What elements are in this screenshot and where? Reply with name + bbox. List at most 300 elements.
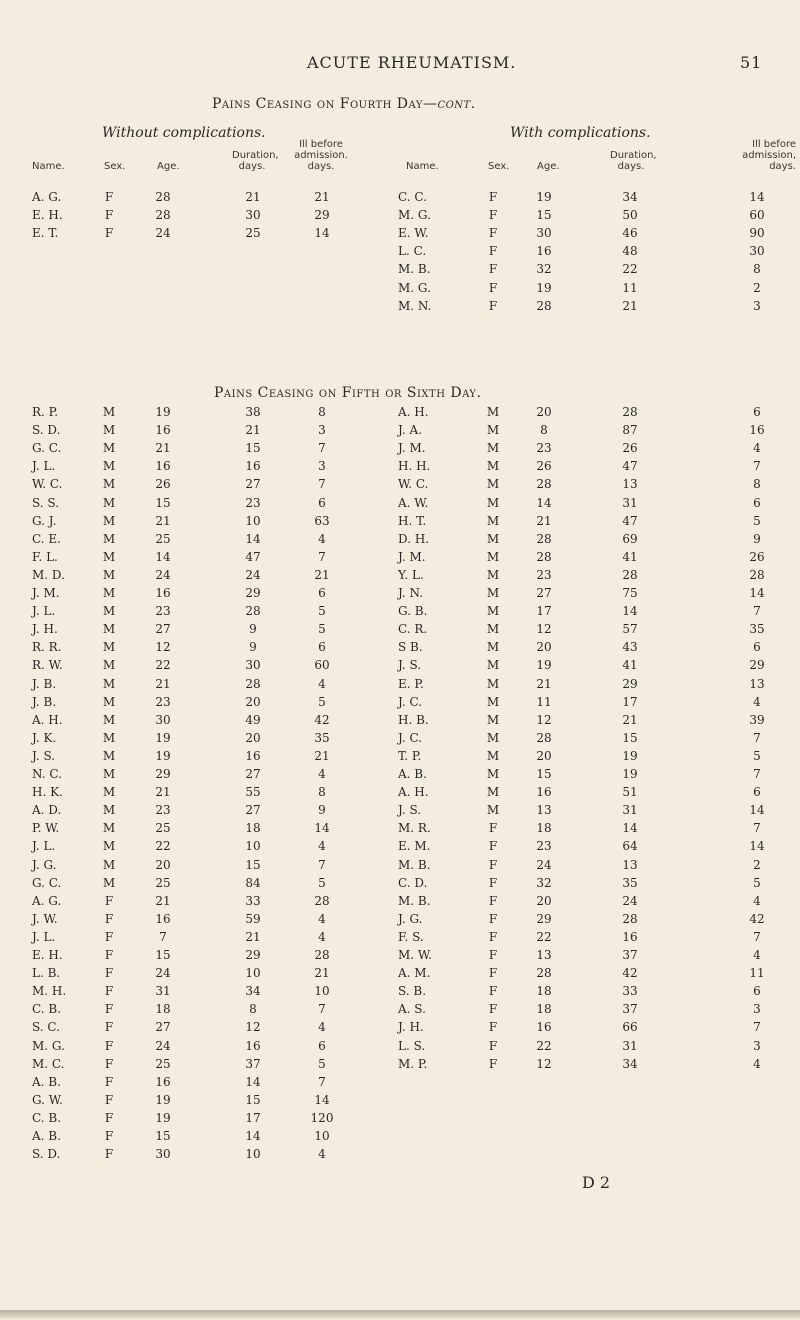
cell-sex: M <box>486 423 500 438</box>
cell-age: 20 <box>155 857 171 872</box>
cell-age: 16 <box>536 244 552 259</box>
cell-duration: 34 <box>622 190 638 204</box>
cell-duration: 9 <box>249 640 257 655</box>
cell-age: 12 <box>536 1056 552 1071</box>
cell-duration: 15 <box>245 1092 261 1107</box>
header-age: Age. <box>537 161 560 172</box>
cell-sex: M <box>486 441 500 456</box>
cell-name: J. L. <box>32 929 56 944</box>
cell-sex: F <box>104 911 114 926</box>
cell-sex: M <box>486 495 500 510</box>
cell-age: 15 <box>536 767 552 781</box>
cell-ill-before: 7 <box>318 1002 326 1017</box>
cell-sex: M <box>102 694 116 709</box>
cell-sex: M <box>486 549 500 564</box>
cell-name: N. C. <box>32 767 62 781</box>
cell-age: 28 <box>536 966 552 981</box>
cell-duration: 16 <box>245 748 261 763</box>
cell-duration: 27 <box>245 767 261 781</box>
cell-duration: 16 <box>245 1038 261 1053</box>
cell-ill-before: 4 <box>753 694 761 709</box>
cell-duration: 47 <box>245 549 261 564</box>
cell-name: J. K. <box>32 730 57 745</box>
cell-duration: 37 <box>622 1002 638 1017</box>
cell-duration: 11 <box>622 280 638 295</box>
cell-duration: 27 <box>245 477 261 492</box>
cell-age: 31 <box>155 984 171 999</box>
cell-ill-before: 29 <box>749 658 765 673</box>
cell-age: 12 <box>155 640 171 655</box>
header-ill-before: Ill before admission. days. <box>294 139 348 172</box>
cell-duration: 15 <box>245 857 261 872</box>
cell-ill-before: 7 <box>318 441 326 456</box>
cell-name: A. D. <box>32 803 62 818</box>
cell-ill-before: 7 <box>318 549 326 564</box>
cell-ill-before: 8 <box>753 477 761 492</box>
cell-sex: F <box>104 984 114 999</box>
cell-duration: 55 <box>245 785 261 800</box>
cell-age: 32 <box>536 262 552 277</box>
cell-sex: M <box>102 405 116 419</box>
cell-age: 28 <box>536 730 552 745</box>
cell-name: J. S. <box>398 803 422 818</box>
cell-ill-before: 7 <box>318 1074 326 1089</box>
header-ill-before: Ill before admission, days. <box>742 139 796 172</box>
cell-name: A. H. <box>398 405 429 419</box>
cell-duration: 33 <box>622 984 638 999</box>
cell-name: S B. <box>398 640 423 655</box>
cell-name: W. C. <box>398 477 429 492</box>
cell-duration: 26 <box>622 441 638 456</box>
cell-age: 24 <box>536 857 552 872</box>
cell-age: 14 <box>536 495 552 510</box>
cell-ill-before: 7 <box>753 929 761 944</box>
cell-name: M. R. <box>398 821 431 836</box>
cell-age: 27 <box>155 622 171 637</box>
cell-age: 21 <box>536 676 552 691</box>
cell-ill-before: 21 <box>314 567 330 582</box>
cell-age: 21 <box>155 785 171 800</box>
cell-ill-before: 6 <box>318 1038 326 1053</box>
cell-duration: 16 <box>622 929 638 944</box>
cell-duration: 28 <box>622 567 638 582</box>
cell-duration: 31 <box>622 495 638 510</box>
cell-sex: M <box>102 712 116 727</box>
cell-name: E. H. <box>32 208 63 223</box>
cell-age: 18 <box>536 1002 552 1017</box>
cell-age: 11 <box>536 694 552 709</box>
cell-duration: 37 <box>622 948 638 962</box>
cell-sex: M <box>486 712 500 727</box>
cell-sex: M <box>102 531 116 546</box>
cell-age: 24 <box>155 966 171 981</box>
cell-name: A. B. <box>32 1129 61 1143</box>
cell-name: S. S. <box>32 495 60 510</box>
cell-sex: F <box>488 966 498 981</box>
cell-sex: M <box>486 405 500 419</box>
cell-name: J. H. <box>398 1020 424 1035</box>
section1-title <box>212 96 476 112</box>
cell-name: S. D. <box>32 1147 61 1162</box>
cell-sex: M <box>102 604 116 619</box>
cell-ill-before: 4 <box>318 1020 326 1035</box>
cell-ill-before: 90 <box>749 226 765 241</box>
cell-age: 7 <box>159 929 167 944</box>
cell-ill-before: 7 <box>753 459 761 474</box>
cell-name: W. C. <box>32 477 63 492</box>
cell-sex: F <box>488 948 498 962</box>
cell-duration: 35 <box>622 875 638 890</box>
cell-sex: M <box>486 640 500 655</box>
cell-sex: F <box>488 1020 498 1035</box>
cell-name: E. P. <box>398 676 424 691</box>
cell-ill-before: 2 <box>753 280 761 295</box>
cell-duration: 21 <box>622 712 638 727</box>
cell-sex: F <box>104 1110 114 1125</box>
cell-duration: 17 <box>622 694 638 709</box>
cell-sex: M <box>102 640 116 655</box>
cell-name: S. D. <box>32 423 61 438</box>
cell-duration: 48 <box>622 244 638 259</box>
cell-duration: 49 <box>245 712 261 727</box>
cell-sex: F <box>488 226 498 241</box>
cell-name: M. B. <box>398 893 431 908</box>
cell-name: L. C. <box>398 244 427 259</box>
cell-name: C. D. <box>398 875 428 890</box>
cell-duration: 14 <box>245 1074 261 1089</box>
cell-name: G. B. <box>398 604 428 619</box>
cell-ill-before: 4 <box>318 929 326 944</box>
cell-name: H. H. <box>398 459 431 474</box>
cell-name: A. H. <box>398 785 429 800</box>
cell-name: J. C. <box>398 730 423 745</box>
cell-duration: 20 <box>245 730 261 745</box>
cell-name: S. B. <box>398 984 427 999</box>
cell-ill-before: 6 <box>753 984 761 999</box>
cell-duration: 18 <box>245 821 261 836</box>
cell-name: M. H. <box>32 984 67 999</box>
cell-sex: F <box>104 1038 114 1053</box>
cell-duration: 8 <box>249 1002 257 1017</box>
cell-name: E. W. <box>398 226 429 241</box>
cell-sex: M <box>102 477 116 492</box>
cell-age: 24 <box>155 1038 171 1053</box>
cell-duration: 30 <box>245 208 261 223</box>
header-duration: Duration, days. <box>232 150 279 172</box>
cell-sex: F <box>488 208 498 223</box>
cell-name: C. E. <box>32 531 61 546</box>
section1-title-cont: cont. <box>437 96 476 112</box>
cell-ill-before: 21 <box>314 190 330 204</box>
cell-sex: M <box>486 803 500 818</box>
cell-age: 20 <box>536 405 552 419</box>
cell-name: D. H. <box>398 531 430 546</box>
cell-sex: M <box>102 441 116 456</box>
cell-age: 23 <box>536 567 552 582</box>
cell-age: 23 <box>155 604 171 619</box>
cell-age: 30 <box>155 1147 171 1162</box>
cell-sex: F <box>488 298 498 313</box>
cell-name: M. D. <box>32 567 65 582</box>
cell-ill-before: 8 <box>318 405 326 419</box>
cell-ill-before: 7 <box>753 730 761 745</box>
cell-ill-before: 7 <box>318 477 326 492</box>
cell-name: J. M. <box>398 441 426 456</box>
cell-duration: 21 <box>622 298 638 313</box>
cell-ill-before: 5 <box>318 1056 326 1071</box>
cell-ill-before: 6 <box>753 640 761 655</box>
cell-duration: 34 <box>622 1056 638 1071</box>
cell-age: 24 <box>155 226 171 241</box>
cell-sex: M <box>102 803 116 818</box>
cell-name: J. A. <box>398 423 422 438</box>
cell-age: 25 <box>155 821 171 836</box>
cell-sex: F <box>104 1002 114 1017</box>
cell-name: A. W. <box>398 495 429 510</box>
cell-duration: 28 <box>245 676 261 691</box>
cell-duration: 38 <box>245 405 261 419</box>
left-subtitle: Without complications. <box>102 125 266 141</box>
cell-duration: 23 <box>245 495 261 510</box>
cell-name: M. G. <box>32 1038 65 1053</box>
page-number: 51 <box>740 53 763 72</box>
cell-ill-before: 120 <box>310 1110 334 1125</box>
cell-age: 16 <box>155 911 171 926</box>
cell-name: M. N. <box>398 298 432 313</box>
cell-age: 26 <box>155 477 171 492</box>
cell-name: H. B. <box>398 712 429 727</box>
cell-age: 21 <box>155 676 171 691</box>
cell-duration: 47 <box>622 459 638 474</box>
cell-duration: 14 <box>245 531 261 546</box>
cell-age: 16 <box>155 586 171 600</box>
cell-ill-before: 28 <box>314 893 330 908</box>
cell-sex: F <box>488 1056 498 1071</box>
cell-name: A. G. <box>32 190 62 204</box>
cell-ill-before: 6 <box>753 495 761 510</box>
cell-sex: M <box>102 767 116 781</box>
cell-sex: M <box>102 875 116 890</box>
cell-duration: 19 <box>622 748 638 763</box>
cell-sex: M <box>486 622 500 637</box>
cell-name: G. W. <box>32 1092 63 1107</box>
cell-ill-before: 4 <box>318 839 326 854</box>
cell-sex: M <box>102 839 116 854</box>
cell-duration: 12 <box>245 1020 261 1035</box>
cell-ill-before: 8 <box>753 262 761 277</box>
cell-duration: 19 <box>622 767 638 781</box>
cell-duration: 15 <box>622 730 638 745</box>
cell-age: 21 <box>155 441 171 456</box>
cell-age: 22 <box>155 839 171 854</box>
cell-sex: M <box>102 549 116 564</box>
cell-ill-before: 7 <box>753 1020 761 1035</box>
cell-ill-before: 7 <box>753 604 761 619</box>
cell-age: 20 <box>536 748 552 763</box>
cell-sex: F <box>488 929 498 944</box>
cell-ill-before: 14 <box>749 586 765 600</box>
cell-ill-before: 14 <box>314 821 330 836</box>
cell-name: J. G. <box>32 857 57 872</box>
cell-age: 18 <box>536 984 552 999</box>
cell-age: 16 <box>536 785 552 800</box>
cell-sex: M <box>102 423 116 438</box>
cell-ill-before: 28 <box>749 567 765 582</box>
cell-name: R. R. <box>32 640 62 655</box>
cell-ill-before: 10 <box>314 984 330 999</box>
cell-sex: M <box>102 676 116 691</box>
cell-sex: M <box>486 767 500 781</box>
cell-age: 12 <box>536 712 552 727</box>
cell-name: C. R. <box>398 622 428 637</box>
cell-duration: 13 <box>622 857 638 872</box>
cell-age: 28 <box>536 549 552 564</box>
cell-duration: 29 <box>245 948 261 962</box>
cell-ill-before: 6 <box>753 785 761 800</box>
cell-duration: 31 <box>622 1038 638 1053</box>
cell-ill-before: 14 <box>749 803 765 818</box>
cell-ill-before: 9 <box>753 531 761 546</box>
cell-duration: 20 <box>245 694 261 709</box>
cell-name: J. H. <box>32 622 58 637</box>
cell-age: 25 <box>155 1056 171 1071</box>
cell-age: 12 <box>536 622 552 637</box>
cell-age: 27 <box>155 1020 171 1035</box>
cell-ill-before: 3 <box>753 1002 761 1017</box>
cell-duration: 29 <box>245 586 261 600</box>
cell-age: 29 <box>155 767 171 781</box>
cell-age: 19 <box>155 748 171 763</box>
cell-ill-before: 3 <box>753 1038 761 1053</box>
cell-age: 17 <box>536 604 552 619</box>
cell-sex: M <box>486 694 500 709</box>
cell-sex: F <box>488 893 498 908</box>
cell-ill-before: 4 <box>753 441 761 456</box>
cell-name: S. C. <box>32 1020 60 1035</box>
cell-age: 16 <box>155 1074 171 1089</box>
cell-ill-before: 5 <box>318 875 326 890</box>
header-age: Age. <box>157 161 180 172</box>
cell-name: J. M. <box>398 549 426 564</box>
cell-age: 32 <box>536 875 552 890</box>
cell-sex: M <box>486 586 500 600</box>
cell-duration: 50 <box>622 208 638 223</box>
cell-sex: M <box>486 604 500 619</box>
cell-ill-before: 3 <box>318 459 326 474</box>
cell-duration: 37 <box>245 1056 261 1071</box>
cell-age: 20 <box>536 640 552 655</box>
cell-age: 23 <box>536 839 552 854</box>
cell-duration: 13 <box>622 477 638 492</box>
cell-age: 19 <box>155 1092 171 1107</box>
cell-ill-before: 60 <box>749 208 765 223</box>
cell-ill-before: 63 <box>314 513 330 528</box>
cell-name: E. H. <box>32 948 63 962</box>
header-sex: Sex. <box>488 161 510 172</box>
cell-name: J. B. <box>32 694 57 709</box>
cell-duration: 24 <box>245 567 261 582</box>
cell-ill-before: 60 <box>314 658 330 673</box>
cell-age: 8 <box>540 423 548 438</box>
cell-duration: 10 <box>245 513 261 528</box>
cell-age: 16 <box>155 459 171 474</box>
cell-duration: 33 <box>245 893 261 908</box>
cell-name: G. C. <box>32 441 62 456</box>
cell-age: 18 <box>155 1002 171 1017</box>
cell-sex: F <box>488 1002 498 1017</box>
cell-ill-before: 3 <box>318 423 326 438</box>
cell-ill-before: 39 <box>749 712 765 727</box>
cell-ill-before: 6 <box>318 586 326 600</box>
cell-duration: 69 <box>622 531 638 546</box>
cell-name: R. P. <box>32 405 59 419</box>
cell-duration: 30 <box>245 658 261 673</box>
cell-ill-before: 35 <box>314 730 330 745</box>
cell-ill-before: 6 <box>753 405 761 419</box>
cell-sex: F <box>104 1056 114 1071</box>
header-name: Name. <box>406 161 439 172</box>
cell-ill-before: 21 <box>314 966 330 981</box>
cell-duration: 29 <box>622 676 638 691</box>
cell-sex: M <box>486 658 500 673</box>
cell-age: 28 <box>536 531 552 546</box>
cell-name: J. L. <box>32 459 56 474</box>
cell-name: L. S. <box>398 1038 426 1053</box>
cell-sex: F <box>104 948 114 962</box>
cell-name: Y. L. <box>398 567 424 582</box>
cell-ill-before: 26 <box>749 549 765 564</box>
cell-sex: M <box>486 567 500 582</box>
cell-duration: 14 <box>622 821 638 836</box>
cell-sex: F <box>488 984 498 999</box>
cell-duration: 17 <box>245 1110 261 1125</box>
cell-name: M. P. <box>398 1056 428 1071</box>
cell-duration: 21 <box>245 190 261 204</box>
cell-sex: M <box>486 785 500 800</box>
cell-age: 30 <box>536 226 552 241</box>
cell-name: L. B. <box>32 966 61 981</box>
cell-ill-before: 42 <box>749 911 765 926</box>
cell-sex: F <box>488 1038 498 1053</box>
cell-age: 23 <box>155 803 171 818</box>
cell-sex: F <box>488 244 498 259</box>
cell-name: H. T. <box>398 513 427 528</box>
cell-age: 19 <box>155 405 171 419</box>
cell-sex: M <box>102 748 116 763</box>
cell-sex: M <box>102 459 116 474</box>
cell-name: A. B. <box>32 1074 61 1089</box>
cell-duration: 10 <box>245 839 261 854</box>
cell-sex: M <box>486 730 500 745</box>
cell-age: 21 <box>155 893 171 908</box>
cell-name: H. K. <box>32 785 63 800</box>
cell-sex: F <box>104 190 114 204</box>
cell-name: M. W. <box>398 948 432 962</box>
cell-sex: F <box>488 911 498 926</box>
right-subtitle: With complications. <box>510 125 651 141</box>
cell-duration: 27 <box>245 803 261 818</box>
cell-name: J. L. <box>32 839 56 854</box>
cell-duration: 28 <box>245 604 261 619</box>
cell-sex: M <box>102 495 116 510</box>
cell-name: J. W. <box>32 911 58 926</box>
cell-sex: M <box>486 477 500 492</box>
cell-sex: F <box>104 966 114 981</box>
cell-duration: 41 <box>622 658 638 673</box>
cell-age: 29 <box>536 911 552 926</box>
cell-age: 15 <box>155 495 171 510</box>
cell-duration: 84 <box>245 875 261 890</box>
